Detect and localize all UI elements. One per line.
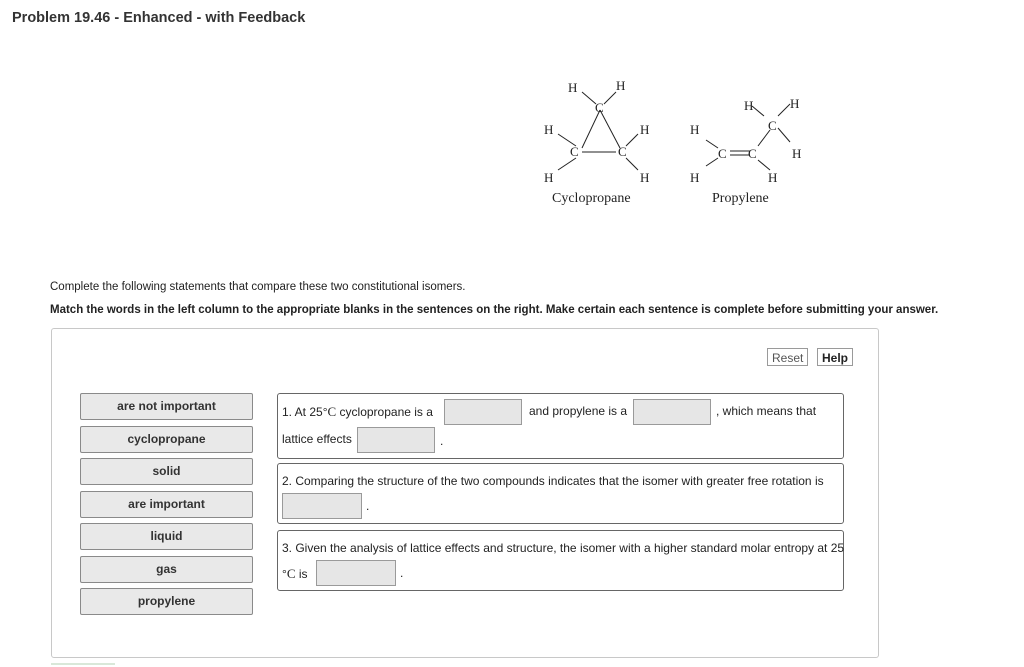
- q2-text: 2. Comparing the structure of the two compounds indicates that the isomer with greater free rotation is: [282, 474, 824, 488]
- q1-text-after: , which means that: [716, 404, 817, 418]
- word-tile[interactable]: liquid: [80, 523, 253, 550]
- word-tile[interactable]: are important: [80, 491, 253, 518]
- atom-h: H: [616, 78, 626, 93]
- atom-h: H: [544, 170, 554, 185]
- atom-h: H: [690, 122, 700, 137]
- instructions-text: Match the words in the left column to the appropriate blanks in the sentences on the right. Make certain each sentence is complete before submitting your answer.: [50, 304, 939, 316]
- q1-text-middle: and propylene is a: [529, 404, 628, 418]
- q2-period: .: [366, 499, 370, 513]
- atom-h: H: [544, 122, 554, 137]
- q1-text-lattice: lattice effects: [282, 432, 352, 446]
- word-tile[interactable]: cyclopropane: [80, 426, 253, 453]
- question-2-box: [277, 463, 844, 524]
- question-1-box: [277, 393, 844, 459]
- atom-h: H: [640, 122, 650, 137]
- q1-text-start: 1. At 25°C cyclopropane is a: [282, 404, 433, 419]
- atom-h: H: [690, 170, 700, 185]
- q1-drop-blank-2[interactable]: [633, 399, 711, 425]
- page-title: Problem 19.46 - Enhanced - with Feedback: [12, 10, 306, 26]
- q3-text-unit: °C is: [282, 566, 308, 581]
- word-tile[interactable]: propylene: [80, 588, 253, 615]
- atom-h: H: [744, 98, 754, 113]
- molecule-structures: [520, 70, 840, 220]
- question-3-box: [277, 530, 844, 591]
- intro-text: Complete the following statements that compare these two constitutional isomers.: [50, 281, 466, 293]
- q1-drop-blank-1[interactable]: [444, 399, 522, 425]
- q1-drop-blank-3[interactable]: [357, 427, 435, 453]
- atom-h: H: [568, 80, 578, 95]
- atom-h: H: [790, 96, 800, 111]
- q2-drop-blank[interactable]: [282, 493, 362, 519]
- word-tile[interactable]: are not important: [80, 393, 253, 420]
- atom-c: C: [595, 100, 604, 115]
- word-tile[interactable]: solid: [80, 458, 253, 485]
- q3-period: .: [400, 566, 404, 580]
- structures-svg: [520, 70, 840, 220]
- atom-c: C: [748, 146, 757, 161]
- q1-period: .: [440, 434, 444, 448]
- atom-h: H: [640, 170, 650, 185]
- atom-h: H: [768, 170, 778, 185]
- help-button[interactable]: Help: [817, 348, 853, 366]
- q3-drop-blank[interactable]: [316, 560, 396, 586]
- atom-c: C: [570, 144, 579, 159]
- footer-divider: [51, 663, 115, 665]
- q3-text: 3. Given the analysis of lattice effects and structure, the isomer with a higher standard molar entropy at 25: [282, 541, 845, 555]
- reset-button[interactable]: Reset: [767, 348, 808, 366]
- cyclopropane-label: Cyclopropane: [552, 191, 631, 206]
- word-tile[interactable]: gas: [80, 556, 253, 583]
- atom-c: C: [618, 144, 627, 159]
- atom-c: C: [718, 146, 727, 161]
- atom-c: C: [768, 118, 777, 133]
- propylene-label: Propylene: [712, 191, 769, 206]
- atom-h: H: [792, 146, 802, 161]
